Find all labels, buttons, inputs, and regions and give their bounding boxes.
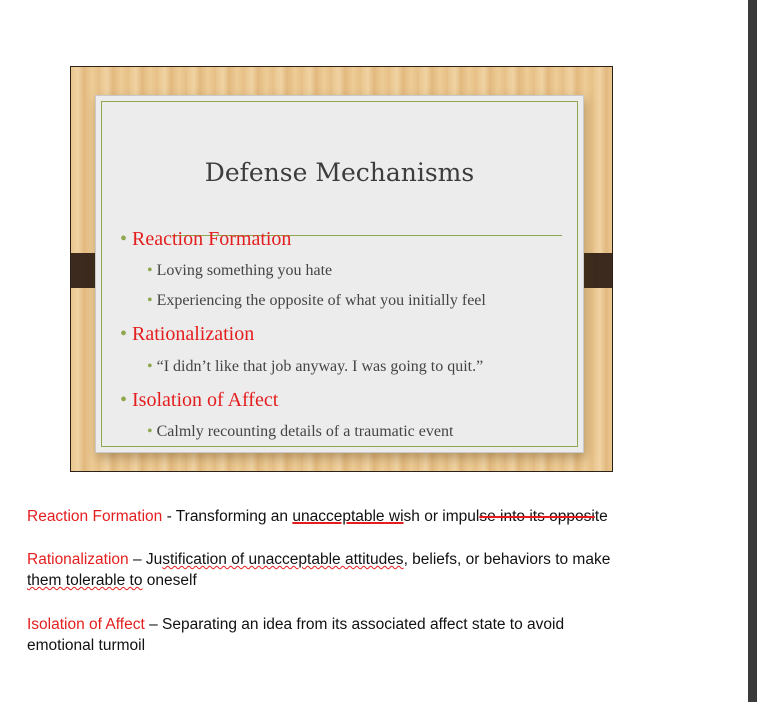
bullet-reaction-formation <box>120 228 291 251</box>
bullet-dot: • <box>147 292 153 309</box>
slide-title: Defense Mechanisms <box>204 158 475 187</box>
note-text: unacceptable <box>292 508 385 525</box>
note-text: , beliefs, or behaviors to make <box>403 551 611 568</box>
note-text: oneself <box>142 572 197 589</box>
note-text: – Ju <box>128 551 163 568</box>
note-text: – Separating an idea from its associated affect state to avoid <box>144 616 565 633</box>
bullet-isolation-of-affect <box>120 389 278 412</box>
sub-bullet <box>147 292 486 310</box>
note-text: emotional turmoil <box>27 637 146 654</box>
note-term: Isolation of Affect <box>27 616 145 633</box>
note-rationalization <box>27 549 667 591</box>
bullet-label: Isolation of Affect <box>132 389 279 411</box>
note-text: sh <box>403 508 420 525</box>
sub-bullet-text: “I didn’t like that job anyway. I was going to quit.” <box>156 358 484 375</box>
slide-image <box>70 66 613 472</box>
sub-bullet-text: Calmly recounting details of a traumatic event <box>156 423 454 440</box>
note-reaction-formation <box>27 506 608 527</box>
sub-bullet-text: Loving something you hate <box>156 262 333 279</box>
note-text: - Transforming an <box>162 508 293 525</box>
note-text: se into its opposi <box>479 508 595 525</box>
sub-bullet <box>147 423 453 441</box>
note-text: te <box>594 508 608 525</box>
slide-panel <box>95 95 584 453</box>
note-text: ul <box>467 508 480 525</box>
bullet-dot: • <box>120 323 128 345</box>
note-text: stification of unacceptable attitudes <box>162 551 404 568</box>
sub-bullet-text: Experiencing the opposite of what you initially feel <box>156 292 486 309</box>
scrollbar[interactable] <box>748 0 757 702</box>
note-term: Reaction Formation <box>27 508 163 525</box>
bullet-dot: • <box>147 358 153 375</box>
sub-bullet <box>147 262 332 280</box>
note-text: or imp <box>419 508 468 525</box>
note-text: wi <box>384 508 404 525</box>
bullet-label: Rationalization <box>132 323 255 345</box>
bullet-dot: • <box>147 262 153 279</box>
bullet-dot: • <box>120 228 128 250</box>
note-term: Rationalization <box>27 551 129 568</box>
bullet-dot: • <box>147 423 153 440</box>
bullet-rationalization <box>120 323 254 346</box>
bullet-label: Reaction Formation <box>132 228 292 250</box>
bullet-dot: • <box>120 389 128 411</box>
note-isolation-of-affect <box>27 614 667 656</box>
sub-bullet <box>147 358 483 376</box>
note-text: them tolerable to <box>27 572 143 589</box>
